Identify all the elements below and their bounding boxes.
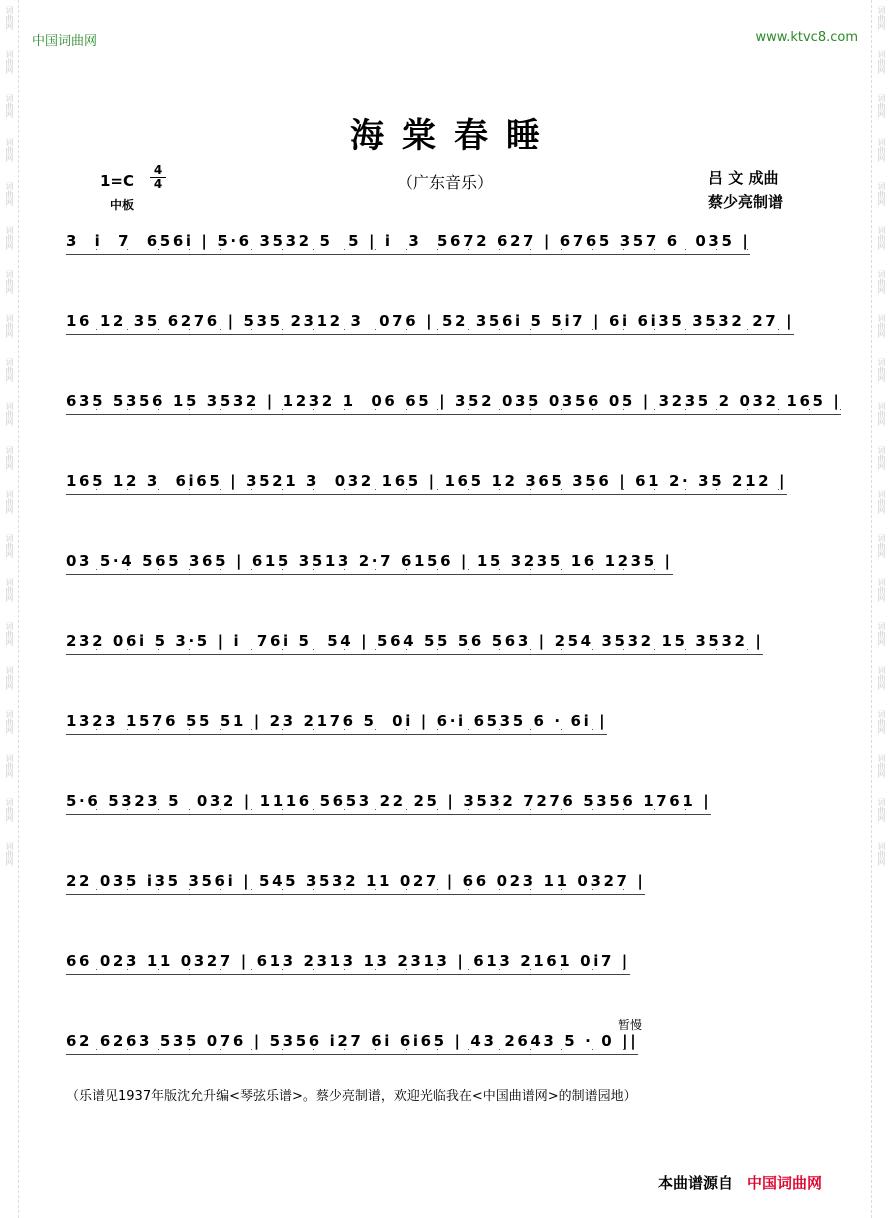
- watermark-text: 词曲网: [877, 622, 886, 646]
- watermark-text: 词曲网: [877, 710, 886, 734]
- score-line: [66, 712, 832, 792]
- watermark-text: 词曲网: [5, 578, 14, 602]
- time-signature: [150, 164, 166, 191]
- score-line: [66, 232, 832, 312]
- score-line-text: 1323 1576 55 51 | 23 2176 5 0i | 6·i 6535 6 · 6i |: [66, 712, 607, 735]
- watermark-text: 词曲网: [5, 270, 14, 294]
- source-credit: [658, 1172, 822, 1193]
- tempo-change-mark: 暂慢: [618, 1018, 643, 1032]
- footnote: （乐谱见1937年版沈允升编<琴弦乐谱>。蔡少亮制谱，欢迎光临我在<中国曲谱网>的制谱园地）: [66, 1089, 637, 1104]
- watermark-text: 词曲网: [5, 446, 14, 470]
- watermark-text: 词曲网: [877, 534, 886, 558]
- watermark-text: 词曲网: [5, 226, 14, 250]
- song-title: 海棠春睡: [350, 116, 558, 156]
- watermark-text: 词曲网: [877, 842, 886, 866]
- watermark-text: 词曲网: [877, 666, 886, 690]
- score-line-text: 22 035 i35 356i | 545 3532 11 027 | 66 023 11 0327 |: [66, 872, 645, 895]
- watermark-text: 词曲网: [877, 578, 886, 602]
- song-subtitle: （广东音乐）: [396, 173, 493, 192]
- score-line: [66, 312, 832, 392]
- watermark-text: 词曲网: [5, 50, 14, 74]
- watermark-text: 词曲网: [877, 270, 886, 294]
- score-line: [66, 392, 842, 472]
- score-line: [66, 632, 832, 712]
- site-name-link[interactable]: 中国词曲网: [32, 34, 98, 49]
- score-line: [66, 472, 832, 552]
- watermark-text: 词曲网: [5, 842, 14, 866]
- watermark-text: 词曲网: [877, 226, 886, 250]
- watermark-text: 词曲网: [5, 182, 14, 206]
- watermark-text: 词曲网: [877, 138, 886, 162]
- time-signature-bottom: 4: [153, 177, 163, 191]
- watermark-text: 词曲网: [5, 622, 14, 646]
- score-line-text: 66 023 11 0327 | 613 2313 13 2313 | 613 2161 0i7 |: [66, 952, 630, 975]
- watermark-text: 词曲网: [5, 358, 14, 382]
- credits: [708, 166, 783, 214]
- score-line: [66, 552, 832, 632]
- score-line: [66, 952, 832, 1032]
- watermark-text: 词曲网: [5, 490, 14, 514]
- watermark-text: 词曲网: [877, 446, 886, 470]
- watermark-text: 词曲网: [877, 50, 886, 74]
- transcriber: 蔡少亮制谱: [708, 193, 784, 211]
- composer: 吕 文 成曲: [708, 169, 779, 187]
- score-line-text: 232 06i 5 3·5 | i 76i 5 54 | 564 55 56 563 | 254 3532 15 3532 |: [66, 632, 763, 655]
- tempo-marking: 中板: [110, 198, 135, 212]
- score-line-text: 5·6 5323 5 032 | 1116 5653 22 25 | 3532 7276 5356 1761 |: [66, 792, 711, 815]
- score-line: [66, 792, 832, 872]
- key-signature: 1=C: [100, 172, 135, 190]
- watermark-text: 词曲网: [877, 798, 886, 822]
- watermark-text: 词曲网: [5, 754, 14, 778]
- watermark-text: 词曲网: [877, 6, 886, 30]
- score-line-text: 635 5356 15 3532 | 1232 1 06 65 | 352 035 0356 05 | 3235 2 032 165 |: [66, 392, 841, 415]
- score-line-text: 3 i 7 656i | 5·6 3532 5 5 | i 3 5672 627 | 6765 357 6 035 |: [66, 232, 750, 255]
- watermark-text: 词曲网: [5, 402, 14, 426]
- watermark-text: 词曲网: [877, 754, 886, 778]
- watermark-text: 词曲网: [5, 314, 14, 338]
- watermark-text: 词曲网: [877, 402, 886, 426]
- watermark-text: 词曲网: [877, 358, 886, 382]
- source-label: 本曲谱源自: [658, 1174, 734, 1192]
- score-line-text: 165 12 3 6i65 | 3521 3 032 165 | 165 12 365 356 | 61 2· 35 212 |: [66, 472, 787, 495]
- watermark-text: 词曲网: [877, 182, 886, 206]
- watermark-text: 词曲网: [5, 534, 14, 558]
- watermark-text: 词曲网: [5, 6, 14, 30]
- watermark-text: 词曲网: [877, 314, 886, 338]
- watermark-text: 词曲网: [5, 798, 14, 822]
- watermark-text: 词曲网: [5, 94, 14, 118]
- watermark-text: 词曲网: [877, 490, 886, 514]
- watermark-text: 词曲网: [5, 666, 14, 690]
- score-line-text: 16 12 35 6276 | 535 2312 3 076 | 52 356i 5 5i7 | 6i 6i35 3532 27 |: [66, 312, 794, 335]
- score-line: [66, 872, 832, 952]
- site-url-link[interactable]: www.ktvc8.com: [755, 30, 858, 45]
- watermark-text: 词曲网: [877, 94, 886, 118]
- numbered-score: [66, 232, 842, 1112]
- watermark-text: 词曲网: [5, 710, 14, 734]
- time-signature-top: 4: [153, 163, 163, 177]
- score-line-text: 62 6263 535 076 | 5356 i27 6i 6i65 | 43 2643 5 · 0 ||: [66, 1032, 638, 1055]
- source-brand-link[interactable]: 中国词曲网: [747, 1174, 823, 1192]
- score-line-text: 03 5·4 565 365 | 615 3513 2·7 6156 | 15 3235 16 1235 |: [66, 552, 673, 575]
- watermark-text: 词曲网: [5, 138, 14, 162]
